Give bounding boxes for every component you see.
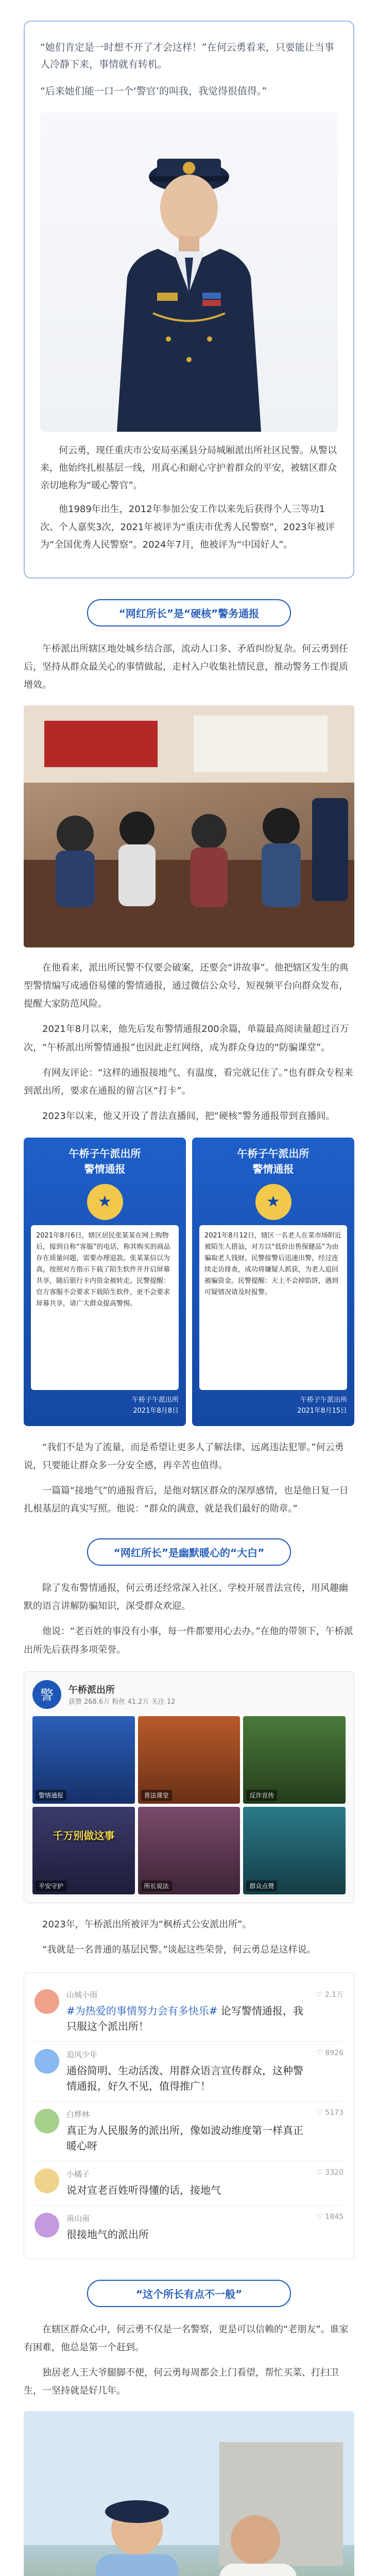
police-badge-icon: ★ [255, 1184, 291, 1220]
comment-text: 很接地气的派出所 [66, 2228, 149, 2241]
profile-name: 午桥派出所 [68, 1685, 115, 1696]
comment-item [35, 2206, 343, 2249]
comment-hashtag[interactable]: #为热爱的事情努力会有多快乐# [66, 2004, 218, 2017]
classroom-illustration [24, 705, 354, 947]
video-thumbnail[interactable] [32, 1716, 135, 1804]
section-2-paragraph: 他说：“老百姓的事没有小事，每一件都要用心去办。”在他的带领下，午桥派出所先后获得多项荣誉。 [24, 1626, 353, 1655]
commenter-name: 白桦林 [66, 2109, 90, 2119]
police-badge-icon: ★ [87, 1184, 123, 1220]
comment-likes[interactable]: ♡ 2.1万 [316, 1990, 343, 1999]
section-3-paragraph: 在辖区群众心中，何云勇不仅是一名警察，更是可以信赖的“老朋友”。谁家有困难，他总是第一个赶到。 [24, 2324, 349, 2353]
bulletin-text: 2021年8月6日，辖区居民张某某在网上购物后，接到自称“客服”的电话，称其购买的商品存在质量问题，需要办理退款。张某某信以为真，按照对方指示下载了陌生软件并开启屏幕共享，随后银行卡内资金被转走。民警提醒：官方客服不会要求下载陌生软件，更不会要求屏幕共享，请广大群众提高警惕。 [31, 1225, 179, 1390]
section-heading-2: “网红所长”是幽默暖心的“大白” [87, 1538, 291, 1566]
section-1-paragraph: 2023年以来，他又开设了普法直播间，把“硬核”警务通报带到直播间。 [42, 1110, 335, 1122]
section-1-paragraph: “我们不是为了流量，而是希望让更多人了解法律、远离违法犯罪。”何云勇说，只要能让群众多一分安全感，再辛苦也值得。 [24, 1442, 344, 1471]
section-3-paragraph: 独居老人王大爷腿脚不便，何云勇每周都会上门看望，帮忙买菜、打扫卫生，一坚持就是好几年。 [24, 2367, 339, 2397]
video-profile-screenshot [24, 1671, 354, 1903]
section-heading-1: “网红所长”是“硬核”警务通报 [87, 599, 291, 626]
comment-item [35, 2161, 343, 2206]
comment-text: 真正为人民服务的派出所，像如波动维度第一样真正暖心呀 [66, 2124, 303, 2152]
commenter-avatar [35, 2168, 59, 2193]
officer-illustration [96, 123, 282, 432]
comment-item [35, 2102, 343, 2161]
police-bulletin-card [192, 1138, 354, 1426]
profile-header [32, 1680, 346, 1709]
comment-text [66, 2003, 309, 2034]
bulletin-footer: 午桥子午派出所 2021年8月8日 [131, 1396, 179, 1415]
comment-text: 通俗简明、生动活泼、用群众语言宣传群众，这种警情通报，好久不见，值得推广！ [66, 2064, 303, 2092]
section-1-paragraph: 一篇篇“接地气”的通报背后，是他对辖区群众的深厚感情，也是他日复一日扎根基层的真实写照。他说：“群众的满意，就是我们最好的勋章。” [24, 1485, 349, 1515]
street-illustration [24, 2411, 354, 2576]
police-bulletin-card [24, 1138, 186, 1426]
comment-likes[interactable]: ♡ 8926 [316, 2048, 343, 2057]
video-thumbnail-label: 警情通报 [36, 1790, 66, 1801]
video-thumbnail[interactable] [138, 1716, 240, 1804]
commenter-avatar [35, 2213, 59, 2238]
video-thumbnail-grid [32, 1716, 346, 1894]
comment-likes[interactable]: ♡ 5173 [316, 2108, 343, 2117]
section-1-paragraph: 在他看来，派出所民警不仅要会破案，还要会“讲故事”。他把辖区发生的典型警情编写成通俗易懂的警情通报，通过微信公众号、短视频平台向群众发布，提醒大家防范风险。 [24, 962, 349, 1010]
comment-text: 说对宣老百姓听得懂的话，接地气 [66, 2183, 221, 2196]
profile-stats: 获赞 268.6万 粉丝 41.2万 关注 12 [68, 1698, 176, 1706]
commenter-name: 追风少年 [66, 2049, 98, 2059]
comment-likes[interactable]: ♡ 3320 [316, 2168, 343, 2177]
commenter-name: 山城小雨 [66, 1990, 98, 1999]
video-thumbnail[interactable] [243, 1716, 346, 1804]
commenter-avatar [35, 2049, 59, 2074]
comment-likes[interactable]: ♡ 1845 [316, 2212, 343, 2221]
comment-like-count: 2.1万 [324, 1990, 343, 1999]
video-thumbnail-label: 群众点赞 [246, 1880, 277, 1891]
video-thumbnail-headline: 千万别做这事 [53, 1829, 115, 1842]
intro-frame [24, 21, 354, 579]
section-2-paragraph: 2023年，午桥派出所被评为“枫桥式公安派出所”。 [42, 1919, 252, 1930]
bulletin-subtitle: 警情通报 [252, 1162, 294, 1175]
video-thumbnail-label: 普法课堂 [141, 1790, 172, 1801]
officer-with-resident-photo [24, 2411, 354, 2576]
bulletin-images [24, 1138, 354, 1426]
commenter-name: 小橘子 [66, 2169, 90, 2179]
bulletin-subtitle: 警情通报 [84, 1162, 126, 1175]
video-thumbnail-label: 反诈宣传 [246, 1790, 277, 1801]
section-2-paragraph: 除了发布警情通报，何云勇还经常深入社区、学校开展普法宣传，用风趣幽默的语言讲解防骗知识，深受群众欢迎。 [24, 1583, 348, 1612]
bulletin-text: 2021年8月12日，辖区一名老人在菜市场附近被陌生人搭讪，对方以“低价出售保健品”为由骗取老人钱财。民警接警后迅速出警，经过连续走访排查，成功将嫌疑人抓获，为老人追回被骗资金。民警提醒：天上不会掉馅饼，遇到可疑情况请及时报警。 [199, 1225, 347, 1390]
officer-portrait [40, 112, 338, 432]
section-1-paragraph: 有网友评论：“这样的通报接地气、有温度，看完就记住了。”也有群众专程来到派出所，要求在通报的留言区“打卡”。 [24, 1067, 353, 1096]
intro-paragraph-1: 何云勇，现任重庆市公安局巫溪县分局城厢派出所社区民警。从警以来，他始终扎根基层一线，用真心和耐心守护着群众的平安，被辖区群众亲切地称为“暖心警官”。 [40, 445, 337, 492]
profile-avatar[interactable]: 警 [32, 1680, 61, 1709]
video-thumbnail[interactable] [243, 1807, 346, 1894]
bulletin-footer: 午桥子午派出所 2021年8月15日 [297, 1396, 347, 1415]
comment-item [35, 2042, 343, 2102]
section-1-paragraph: 午桥派出所辖区地处城乡结合部，流动人口多、矛盾纠纷复杂。何云勇到任后，坚持从群众最关心的事情做起，走村入户收集社情民意，推动警务工作提质增效。 [24, 643, 348, 691]
comment-body: 论写警情通报，我只服这个派出所！ [66, 2004, 303, 2032]
video-thumbnail-label: 平安守护 [36, 1880, 66, 1891]
bulletin-title: 午桥子午派出所 [68, 1147, 141, 1160]
commenter-avatar [35, 2109, 59, 2133]
comment-like-count: 5173 [325, 2108, 343, 2117]
intro-paragraph-2: 他1989年出生，2012年参加公安工作以来先后获得个人三等功1次、个人嘉奖3次，2021年被评为“重庆市优秀人民警察”，2023年被评为“全国优秀人民警察”。2024年7月，他被评为“中国好人”。 [40, 504, 335, 550]
classroom-photo [24, 705, 354, 947]
video-thumbnail[interactable] [138, 1807, 240, 1894]
section-heading-3: “这个所长有点不一般” [87, 2280, 291, 2307]
comment-like-count: 8926 [325, 2048, 343, 2057]
section-1-paragraph: 2021年8月以来，他先后发布警情通报200余篇，单篇最高阅读量超过百万次，“午桥派出所警情通报”也因此走红网络，成为群众身边的“防骗课堂”。 [24, 1024, 349, 1053]
netizen-comments [24, 1972, 354, 2259]
commenter-name: 南山南 [66, 2213, 90, 2223]
video-thumbnail[interactable] [32, 1807, 135, 1894]
commenter-avatar [35, 1989, 59, 2014]
bulletin-title: 午桥子午派出所 [237, 1147, 310, 1160]
intro-quote-2: “后来她们能一口一个‘警官’的叫我，我觉得很值得。” [40, 85, 267, 97]
comment-like-count: 1845 [325, 2212, 343, 2221]
section-2-paragraph: “我就是一名普通的基层民警。”谈起这些荣誉，何云勇总是这样说。 [42, 1944, 316, 1955]
intro-quote-1: “她们肯定是一时想不开了才会这样！”在何云勇看来，只要能让当事人冷静下来，事情就有转机。 [40, 42, 334, 71]
video-thumbnail-label: 所长说法 [141, 1880, 172, 1891]
comment-like-count: 3320 [325, 2168, 343, 2177]
comment-item [35, 1982, 343, 2042]
